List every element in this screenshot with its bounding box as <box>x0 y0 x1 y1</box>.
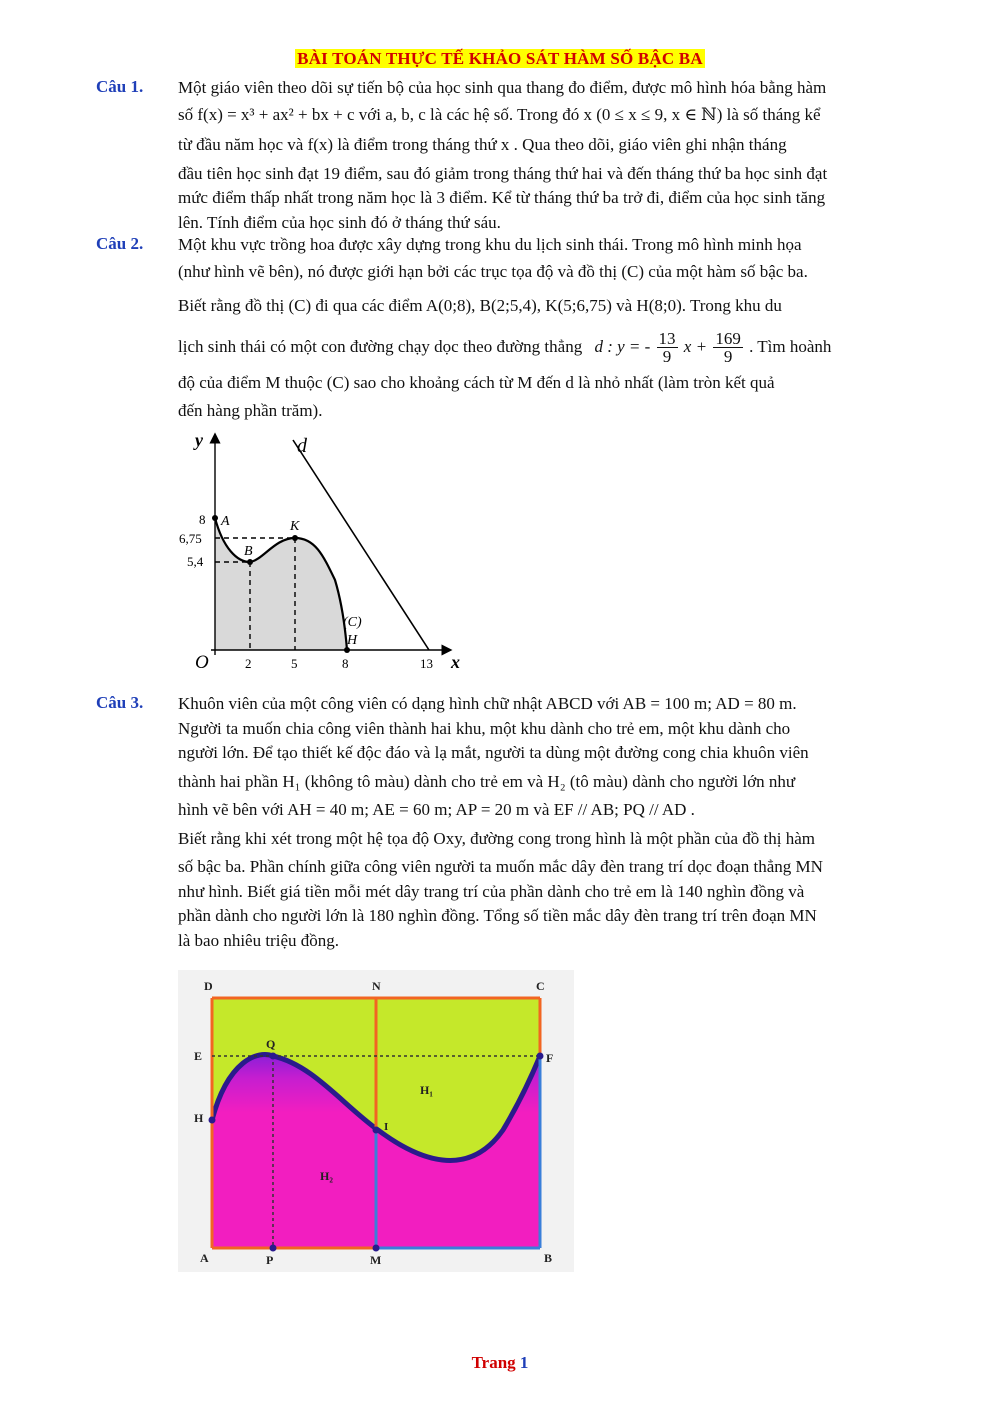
fraction-den: 9 <box>723 347 733 367</box>
point-m <box>373 1245 380 1252</box>
x-tick-2: 2 <box>245 656 252 671</box>
curve-c-label: (C) <box>343 615 362 630</box>
figure-1-graph <box>175 430 475 675</box>
fraction-169-9 <box>713 330 743 365</box>
label-a-fig2: A <box>200 1251 209 1265</box>
label-b: B <box>244 544 253 559</box>
label-h-fig2: H <box>194 1111 204 1125</box>
q3-line: là bao nhiêu triệu đồng. <box>178 930 339 950</box>
label-a: A <box>221 514 230 529</box>
origin-label: O <box>195 652 209 673</box>
q3-line: Khuôn viên của một công viên có dạng hình chữ nhật ABCD với AB = 100 m; AD = 80 m. <box>178 694 797 713</box>
q3-line: như hình. Biết giá tiền mỗi mét dây trang trí của phần dành cho trẻ em là 140 nghìn đồng và <box>178 881 805 901</box>
point-h-fig2 <box>209 1117 216 1124</box>
fraction-num: 169 <box>715 329 741 349</box>
q3-line: số bậc ba. Phần chính giữa công viên người ta muốn mắc dây đèn trang trí dọc đoạn thẳng MN <box>178 857 823 876</box>
q1-line: từ đầu năm học và f(x) là điểm trong tháng thứ x . Qua theo dõi, giáo viên ghi nhận tháng <box>178 135 787 154</box>
y-tick-6-75: 6,75 <box>179 531 202 546</box>
q2-road-text: lịch sinh thái có một con đường chạy dọc theo đường thẳng <box>178 336 583 356</box>
fraction-num: 13 <box>658 329 676 349</box>
label-f: F <box>546 1051 554 1065</box>
question-1-text <box>178 76 954 235</box>
label-i: I <box>384 1121 389 1133</box>
fraction-den: 9 <box>662 347 672 367</box>
q2-line-with-fraction <box>178 327 954 367</box>
label-k: K <box>290 519 300 534</box>
question-1-label: Câu 1. <box>96 77 144 96</box>
label-region-h1: H₁ <box>420 1083 433 1097</box>
q2-find-text: . Tìm hoành <box>749 336 832 356</box>
q1-line: lên. Tính điểm của học sinh đó ở tháng thứ sáu. <box>178 212 501 232</box>
label-n: N <box>372 979 381 993</box>
q3-line: thành hai phần H₁ (không tô màu) dành cho trẻ em và H₂ (tô màu) dành cho người lớn như <box>178 771 796 791</box>
q2-line: đến hàng phần trăm). <box>178 401 323 420</box>
q3-line: Người ta muốn chia công viên thành hai khu, một khu dành cho trẻ em, một khu dành cho <box>178 718 791 738</box>
question-2-text <box>178 233 954 424</box>
footer-label: Trang <box>471 1353 516 1372</box>
point-p <box>270 1245 277 1252</box>
q1-line: Một giáo viên theo dõi sự tiến bộ của học sinh qua thang đo điểm, được mô hình hóa bằng hàm <box>178 78 827 97</box>
x-tick-8: 8 <box>342 656 349 671</box>
x-axis-label: x <box>451 652 460 672</box>
q3-line: Biết rằng khi xét trong một hệ tọa độ Oxy, đường cong trong hình là một phần của đồ thị hàm <box>178 828 816 848</box>
label-c: C <box>536 979 545 993</box>
x-tick-5: 5 <box>291 656 298 671</box>
figure-2-park <box>178 970 574 1272</box>
point-q <box>270 1053 277 1060</box>
q3-line: người lớn. Để tạo thiết kế độc đáo và lạ mắt, người ta dùng một đường cong chia khuôn viên <box>178 743 809 762</box>
q1-line: đầu tiên học sinh đạt 19 điểm, sau đó giảm trong tháng thứ hai và đến tháng thứ ba học sinh đạt <box>178 163 828 183</box>
line-equation-x: x + <box>683 336 708 356</box>
fraction-13-9 <box>657 330 678 365</box>
label-m: M <box>370 1253 382 1267</box>
q1-line: mức điểm thấp nhất trong năm học là 3 điểm. Kể từ tháng thứ ba trở đi, điểm của học sinh tăng <box>178 188 826 207</box>
q3-line: phần dành cho người lớn là 180 nghìn đồng. Tổng số tiền mắc dây đèn trang trí trên đoạn MN <box>178 906 817 925</box>
q2-line: Một khu vực trồng hoa được xây dựng trong khu du lịch sinh thái. Trong mô hình minh họa <box>178 235 802 254</box>
label-h: H <box>347 633 358 648</box>
label-q: Q <box>266 1037 276 1051</box>
question-3-label: Câu 3. <box>96 693 144 712</box>
x-tick-13: 13 <box>420 656 433 671</box>
page-title <box>0 49 1000 69</box>
question-2-label: Câu 2. <box>96 234 144 253</box>
point-b <box>247 559 253 565</box>
footer-page-number: 1 <box>519 1353 529 1372</box>
line-equation-prefix: d : y = - <box>594 336 651 356</box>
label-region-h2: H₂ <box>320 1169 333 1183</box>
q1-line: số f(x) = x³ + ax² + bx + c với a, b, c là các hệ số. Trong đó x (0 ≤ x ≤ 9, x ∈ ℕ) là số tháng kể <box>178 104 821 124</box>
point-k <box>292 535 298 541</box>
point-a <box>212 515 218 521</box>
point-f <box>537 1053 544 1060</box>
point-i <box>373 1127 380 1134</box>
y-axis-label: y <box>195 430 203 450</box>
label-e: E <box>194 1049 203 1063</box>
line-d-label: d <box>297 435 307 457</box>
label-b-fig2: B <box>544 1251 553 1265</box>
y-tick-8: 8 <box>199 512 206 527</box>
q2-line: (như hình vẽ bên), nó được giới hạn bởi các trục tọa độ và đồ thị (C) của một hàm số bậc ba. <box>178 261 808 281</box>
label-d: D <box>204 979 213 993</box>
question-3-text <box>178 692 954 953</box>
page-footer <box>0 1353 1000 1373</box>
label-p: P <box>266 1253 274 1267</box>
page-title-text: BÀI TOÁN THỰC TẾ KHẢO SÁT HÀM SỐ BẬC BA <box>297 49 703 68</box>
q2-line: độ của điểm M thuộc (C) sao cho khoảng cách từ M đến d là nhỏ nhất (làm tròn kết quả <box>178 372 775 392</box>
y-tick-5-4: 5,4 <box>187 554 204 569</box>
q2-line: Biết rằng đồ thị (C) đi qua các điểm A(0;8), B(2;5,4), K(5;6,75) và H(8;0). Trong khu du <box>178 296 782 315</box>
q3-line: hình vẽ bên với AH = 40 m; AE = 60 m; AP = 20 m và EF // AB; PQ // AD . <box>178 800 695 819</box>
